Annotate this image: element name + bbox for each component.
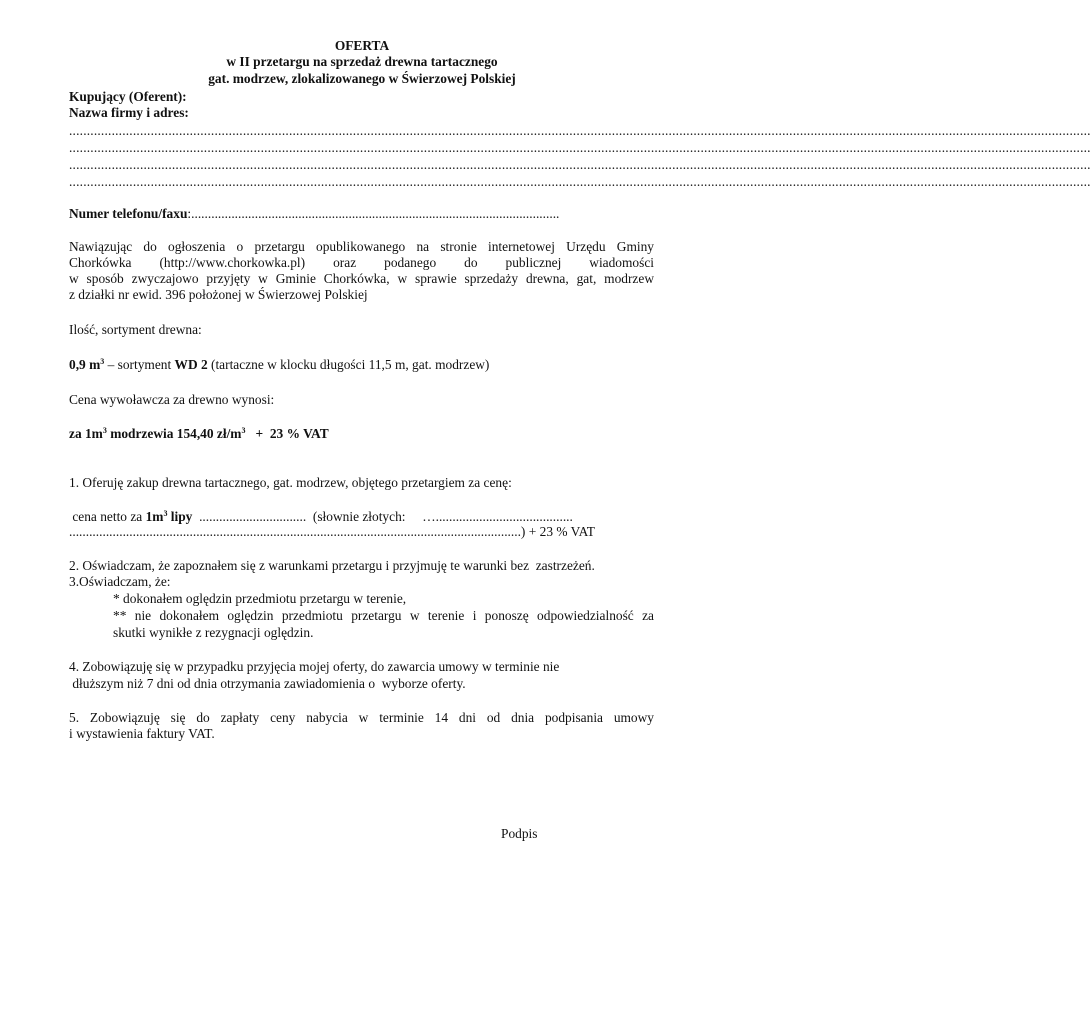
assortment-line — [69, 357, 489, 373]
doc-subtitle-line1: w II przetargu na sprzedaż drewna tartacznego — [226, 54, 498, 69]
address-field-line-4[interactable]: ................................................................................................................................................................................................................................................................................................ — [69, 174, 1091, 189]
net-price-words-field[interactable]: .......................................................................................................................................) + 23 % VAT — [69, 524, 595, 539]
point-2-text: 2. Oświadczam, że zapoznałem się z warunkami przetargu i przyjmuję te warunki bez zastrzeżeń. — [69, 558, 595, 573]
address-field-line-3[interactable]: ................................................................................................................................................................................................................................................................................................ — [69, 157, 1091, 172]
buyer-label: Kupujący (Oferent): — [69, 89, 187, 104]
point-5-line-1: 5. Zobowiązuję się do zapłaty ceny nabycia w terminie 14 dni od dnia podpisania umowy — [69, 710, 654, 725]
option-not-inspected-line-2: skutki wynikłe z rezygnacji oględzin. — [113, 625, 314, 640]
address-field-line-2[interactable]: ................................................................................................................................................................................................................................................................................................ — [69, 140, 1091, 155]
option-not-inspected-line-1[interactable]: ** nie dokonałem oględzin przedmiotu przetargu w terenie i ponoszę odpowiedzialność za — [113, 608, 654, 623]
phone-colon: : — [187, 206, 192, 221]
phone-label: Numer telefonu/faxu — [69, 206, 188, 221]
point-1-text: 1. Oferuję zakup drewna tartacznego, gat. modrzew, objętego przetargiem za cenę: — [69, 475, 512, 490]
net-price-unit-sup: 3 — [163, 509, 168, 518]
intro-line-2: Chorkówka (http://www.chorkowka.pl) oraz podanego do publicznej wiadomości — [69, 255, 654, 270]
price-sup-a: 3 — [102, 426, 107, 435]
price-label: Cena wywoławcza za drewno wynosi: — [69, 392, 275, 407]
point-3-text: 3.Oświadczam, że: — [69, 574, 171, 589]
address-field-line-1[interactable]: ................................................................................................................................................................................................................................................................................................ — [69, 123, 1091, 138]
starting-price — [69, 426, 329, 442]
price-sup-b: 3 — [241, 426, 246, 435]
price-part-b: modrzewia 154,40 zł/m — [106, 426, 242, 441]
intro-line-1: Nawiązując do ogłoszenia o przetargu opublikowanego na stronie internetowej Urzędu Gminy — [69, 239, 654, 254]
doc-subtitle-line2: gat. modrzew, zlokalizowanego w Świerzowej Polskiej — [208, 71, 516, 86]
intro-line-4: z działki nr ewid. 396 położonej w Świerzowej Polskiej — [69, 287, 368, 302]
phone-field[interactable]: .............................................................................................................. — [191, 206, 560, 221]
point-4-line-2: dłuższym niż 7 dni od dnia otrzymania zawiadomienia o wyborze oferty. — [69, 676, 466, 691]
assortment-dash: – sortyment — [104, 357, 175, 372]
assortment-label: Ilość, sortyment drewna: — [69, 322, 202, 337]
net-price-unit: 1m — [145, 509, 164, 524]
point-4-line-1: 4. Zobowiązuję się w przypadku przyjęcia mojej oferty, do zawarcia umowy w terminie nie — [69, 659, 560, 674]
net-price-species: lipy — [167, 509, 193, 524]
assortment-code: WD 2 — [174, 357, 208, 372]
option-inspected[interactable]: * dokonałem oględzin przedmiotu przetargu w terenie, — [113, 591, 407, 606]
net-price-row — [69, 509, 573, 525]
price-part-c: + 23 % VAT — [245, 426, 329, 441]
phone-row — [69, 206, 559, 222]
doc-title: OFERTA — [334, 38, 390, 53]
intro-line-3: w sposób zwyczajowo przyjęty w Gminie Chorkówka, w sprawie sprzedaży drewna, gat, modrzew — [69, 271, 654, 286]
assortment-desc: (tartaczne w klocku długości 11,5 m, gat. modrzew) — [207, 357, 490, 372]
price-part-a: za 1m — [69, 426, 103, 441]
signature-label: Podpis — [501, 826, 538, 841]
point-5-line-2: i wystawienia faktury VAT. — [69, 726, 215, 741]
assortment-qty-sup: 3 — [100, 357, 105, 366]
company-name-label: Nazwa firmy i adres: — [69, 105, 189, 120]
assortment-qty: 0,9 m — [69, 357, 101, 372]
net-price-label: cena netto za — [69, 509, 146, 524]
net-price-field[interactable]: ................................ (słownie złotych: …......................................... — [192, 509, 573, 524]
